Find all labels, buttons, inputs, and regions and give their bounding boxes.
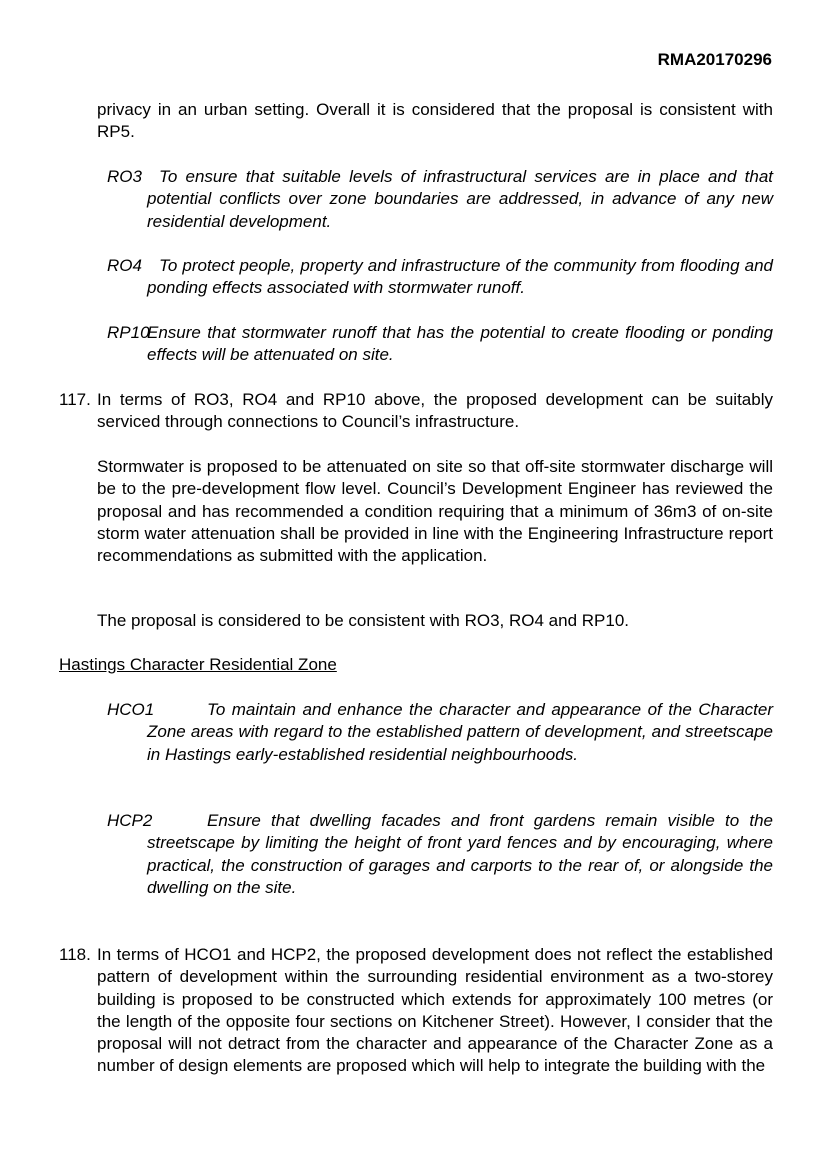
policy-code: RP10 [107, 323, 150, 342]
objective-hco1 [107, 699, 773, 766]
objective-text: To maintain and enhance the character and appearance of the Character Zone areas with regard to the established pattern of development, and streetscape in Hastings early-established residential neighbourhoods. [147, 700, 773, 764]
paragraph-117-conclusion: The proposal is considered to be consistent with RO3, RO4 and RP10. [97, 611, 630, 630]
objective-code: HCO1 [107, 700, 155, 719]
objective-code: RO4 [107, 256, 142, 275]
objective-ro4 [107, 255, 773, 300]
objective-code: RO3 [107, 167, 142, 186]
policy-code: HCP2 [107, 811, 153, 830]
objective-ro3 [107, 166, 773, 233]
policy-text: Ensure that dwelling facades and front gardens remain visible to the streetscape by limiting the height of front yard fences and by encouraging, where practical, the construction of garages and carports to the rear of, or alongside the dwelling on the site. [147, 811, 773, 897]
objective-text: To protect people, property and infrastructure of the community from flooding and ponding effects associated with stormwater runoff. [147, 256, 773, 298]
paragraph-118: In terms of HCO1 and HCP2, the proposed development does not reflect the established pattern of development within the surrounding residential environment as a two-storey building is proposed to be constructed which extends for approximately 100 metres (or the length of the opposite four sections on Kitchener Street). However, I consider that the proposal will not detract from the character and appearance of the Character Zone as a number of design elements are proposed which will help to integrate the building with the [97, 945, 773, 1076]
objective-text: To ensure that suitable levels of infrastructural services are in place and that potential conflicts over zone boundaries are addressed, in advance of any new residential development. [147, 167, 773, 231]
paragraph-number-117: 117. [59, 390, 91, 409]
policy-text: Ensure that stormwater runoff that has the potential to create flooding or ponding effects will be attenuated on site. [147, 323, 773, 365]
document-reference: RMA20170296 [657, 50, 772, 69]
policy-rp10 [107, 322, 773, 367]
section-heading: Hastings Character Residential Zone [59, 655, 337, 674]
paragraph-117-stormwater: Stormwater is proposed to be attenuated on site so that off-site stormwater discharge will be to the pre-development flow level. Council’s Development Engineer has reviewed the proposal and has recommended a condition requiring that a minimum of 36m3 of on-site storm water attenuation shall be provided in line with the Engineering Infrastructure report recommendations as submitted with the application. [97, 457, 773, 566]
paragraph-117: In terms of RO3, RO4 and RP10 above, the proposed development can be suitably serviced through connections to Council’s infrastructure. [97, 390, 773, 432]
continuation-paragraph: privacy in an urban setting. Overall it is considered that the proposal is consistent with RP5. [97, 100, 773, 142]
paragraph-number-118: 118. [59, 945, 91, 964]
policy-hcp2 [107, 810, 773, 899]
